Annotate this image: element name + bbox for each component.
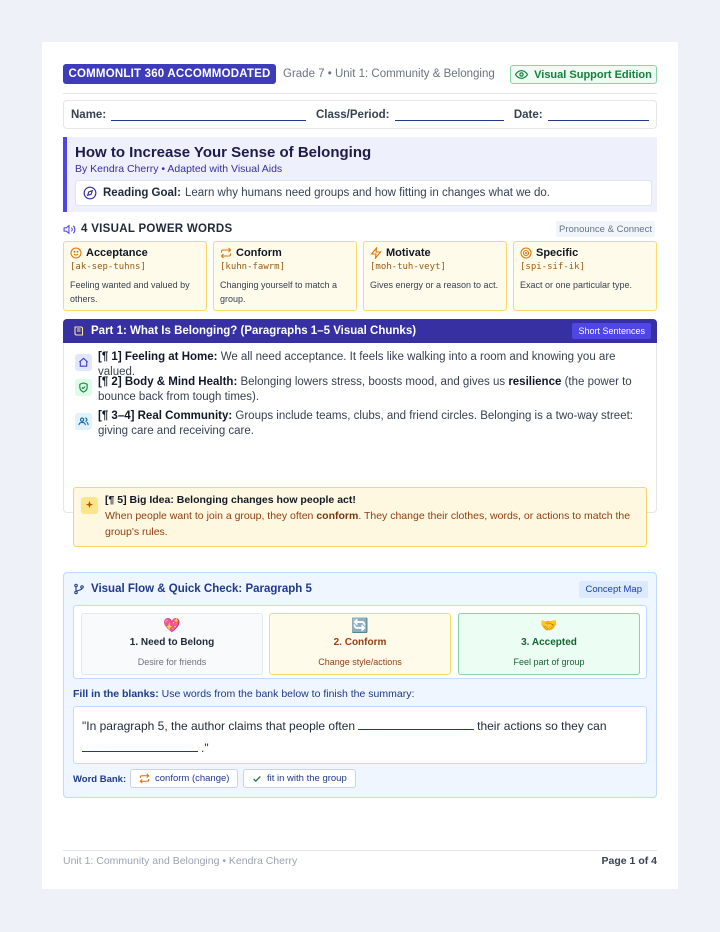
word-pronunciation: [spi-sif-ik] [520, 262, 586, 272]
class-field[interactable] [395, 109, 504, 121]
paragraph-chunk-1: [¶ 1] Feeling at Home: We all need acceptance. It feels like walking into a room and knowing you are valued. [98, 351, 616, 378]
smile-icon [70, 247, 82, 259]
word-card-specific [513, 241, 657, 311]
users-icon [75, 413, 92, 430]
word-pronunciation: [ak-sep-tuhns] [70, 262, 146, 272]
concept-map [73, 605, 647, 679]
date-label: Date: [513, 108, 543, 121]
word-bank-label: Word Bank: [73, 774, 127, 785]
lesson-title-box [63, 137, 657, 212]
arrows-swap-icon [139, 773, 150, 784]
word-bank-chip-conform[interactable]: conform (change) [130, 769, 238, 788]
word-card-conform [213, 241, 357, 311]
summary-sentence: "In paragraph 5, the author claims that people often their actions so they can ." [73, 706, 647, 764]
word-pronunciation: [moh-tuh-veyt] [370, 262, 446, 272]
part1-header [63, 319, 657, 343]
part1-section [63, 319, 657, 538]
word-definition: Feeling wanted and valued by others. [70, 280, 190, 304]
lightning-icon [370, 247, 382, 259]
sparkle-icon [81, 497, 98, 514]
student-info-row [63, 100, 657, 129]
blank-1[interactable] [358, 718, 474, 730]
pronounce-tag: Pronounce & Connect [556, 221, 655, 237]
word-definition: Gives energy or a reason to act. [370, 280, 499, 290]
name-field[interactable] [111, 109, 306, 121]
class-label: Class/Period: [316, 108, 390, 121]
reading-goal-label: Reading Goal: [103, 187, 181, 199]
target-icon [520, 247, 532, 259]
short-sentences-tag: Short Sentences [572, 323, 651, 339]
blank-2[interactable] [82, 740, 198, 752]
home-icon [75, 354, 92, 371]
name-label: Name: [71, 108, 107, 121]
edition-badge [510, 65, 657, 84]
concept-map-tag: Concept Map [579, 581, 648, 598]
word-title: Conform [236, 247, 282, 259]
big-idea-text: When people want to join a group, they often conform. They change their clothes, words, or actions to match the group's rules. [105, 510, 631, 538]
check-icon [252, 774, 262, 784]
paragraph-chunk-2: [¶ 2] Body & Mind Health: Belonging lowers stress, boosts mood, and gives us resilience (the power to bounce back from tough times). [98, 376, 632, 403]
word-definition: Exact or one particular type. [520, 280, 633, 290]
handshake-icon: 🤝 [540, 617, 558, 633]
date-field[interactable] [548, 109, 649, 121]
edition-label: Visual Support Edition [534, 68, 652, 81]
concept-step-3: 🤝 3. Accepted Feel part of group [458, 613, 640, 675]
header-divider [63, 93, 657, 94]
lesson-byline: By Kendra Cherry • Adapted with Visual Aids [75, 163, 283, 175]
word-card-acceptance [63, 241, 207, 311]
grade-unit-label: Grade 7 • Unit 1: Community & Belonging [283, 68, 495, 80]
fill-blanks-instruction: Fill in the blanks: Use words from the bank below to finish the summary: [73, 688, 415, 700]
word-title: Acceptance [86, 247, 148, 259]
word-title: Specific [536, 247, 579, 259]
big-idea-title: [¶ 5] Big Idea: Belonging changes how people act! [105, 494, 356, 506]
word-pronunciation: [kuhn-fawrm] [220, 262, 286, 272]
eye-icon [515, 68, 528, 81]
shield-icon [75, 379, 92, 396]
heart-icon: 💖 [163, 617, 181, 633]
footer-page-number: Page 1 of 4 [601, 855, 657, 867]
speaker-icon [63, 223, 76, 236]
word-bank-chip-fit-in[interactable]: fit in with the group [243, 769, 356, 788]
paragraph-chunk-3: [¶ 3–4] Real Community: Groups include teams, clubs, and friend circles. Belonging is a two-way street: giving care and receiving care. [98, 410, 633, 437]
word-card-motivate [363, 241, 507, 311]
cycle-icon: 🔄 [351, 617, 369, 633]
concept-step-1: 💖 1. Need to Belong Desire for friends [81, 613, 263, 675]
arrows-swap-icon [220, 247, 232, 259]
power-words-heading: 4 VISUAL POWER WORDS [63, 221, 232, 237]
footer-divider [63, 850, 657, 851]
reading-goal-text: Learn why humans need groups and how fitting in changes what we do. [184, 187, 550, 199]
compass-icon [83, 186, 97, 200]
book-icon [73, 325, 85, 337]
visual-flow-section [63, 572, 657, 798]
worksheet-page [42, 42, 678, 889]
concept-step-2: 🔄 2. Conform Change style/actions [269, 613, 451, 675]
big-idea-box [73, 487, 647, 547]
part1-title: Part 1: What Is Belonging? (Paragraphs 1–5 Visual Chunks) [91, 325, 417, 337]
footer-unit: Unit 1: Community and Belonging • Kendra Cherry [63, 855, 298, 867]
brand-badge: COMMONLIT 360 ACCOMMODATED [63, 64, 276, 84]
word-definition: Changing yourself to match a group. [220, 280, 338, 304]
visual-flow-heading: Visual Flow & Quick Check: Paragraph 5 [73, 583, 312, 595]
lesson-title: How to Increase Your Sense of Belonging [75, 144, 372, 161]
word-title: Motivate [386, 247, 431, 259]
reading-goal [75, 180, 652, 206]
branch-icon [73, 583, 85, 595]
